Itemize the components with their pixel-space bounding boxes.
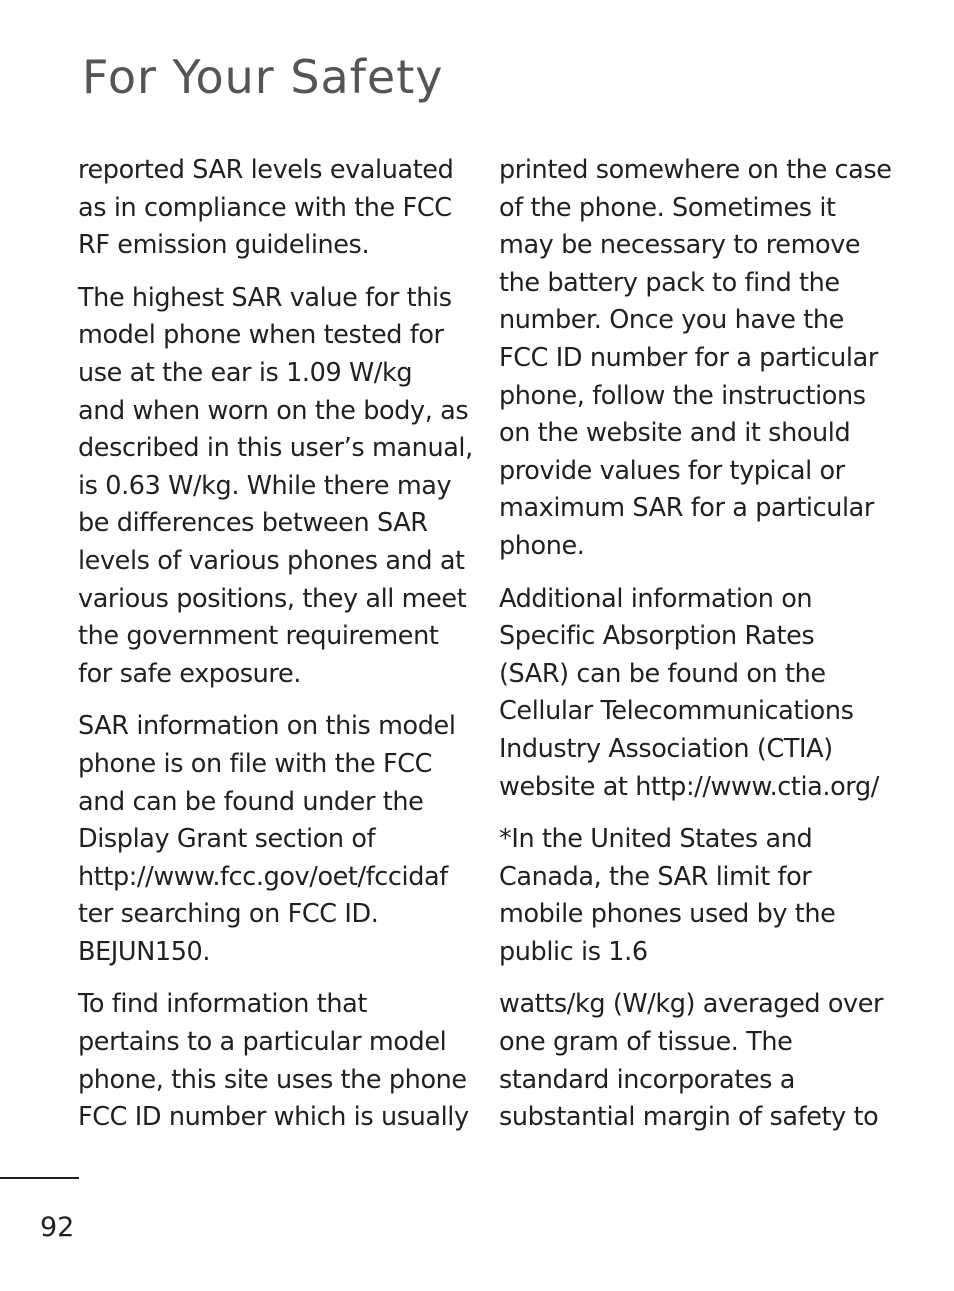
text-line: as in compliance with the FCC: [78, 192, 452, 223]
text-line: Additional information on: [499, 583, 813, 614]
text-line: substantial margin of safety to: [499, 1102, 879, 1133]
text-line: Cellular Telecommunications: [499, 696, 854, 727]
text-line: The highest SAR value for this: [78, 282, 452, 313]
text-line: described in this user’s manual,: [78, 433, 473, 464]
text-line: various positions, they all meet: [78, 583, 467, 614]
left-column: [78, 152, 473, 1152]
text-line: use at the ear is 1.09 W/kg: [78, 357, 413, 388]
text-line: model phone when tested for: [78, 320, 444, 351]
text-line: Canada, the SAR limit for: [499, 861, 812, 892]
text-line: SAR information on this model: [78, 711, 456, 742]
text-line: one gram of tissue. The: [499, 1027, 793, 1058]
right-column: [499, 152, 899, 1152]
text-line: printed somewhere on the case: [499, 155, 892, 185]
text-line: standard incorporates a: [499, 1064, 795, 1095]
text-line: phone, follow the instructions: [499, 380, 866, 411]
text-line: on the website and it should: [499, 418, 851, 449]
text-line: mobile phones used by the: [499, 899, 836, 930]
text-line: the battery pack to find the: [499, 267, 840, 298]
text-line: BEJUN150.: [78, 936, 211, 967]
text-line: phone is on file with the FCC: [78, 748, 433, 779]
text-line: To find information that: [78, 989, 367, 1020]
text-line: ter searching on FCC ID.: [78, 899, 379, 930]
text-line: reported SAR levels evaluated: [78, 155, 454, 185]
text-line: (SAR) can be found on the: [499, 658, 826, 689]
text-line: the government requirement: [78, 621, 439, 652]
paragraph: [499, 986, 899, 1136]
text-line: of the phone. Sometimes it: [499, 192, 836, 223]
page-title: For Your Safety: [82, 50, 444, 104]
paragraph: [499, 152, 899, 566]
paragraph: [499, 821, 899, 971]
text-line: phone.: [499, 530, 585, 561]
text-line: RF emission guidelines.: [78, 230, 370, 261]
text-line: provide values for typical or: [499, 455, 845, 486]
paragraph: [78, 986, 468, 1136]
text-line: and when worn on the body, as: [78, 395, 469, 426]
text-line: Display Grant section of: [78, 824, 376, 855]
text-line: *In the United States and: [499, 824, 813, 855]
text-line: FCC ID number which is usually: [78, 1102, 469, 1133]
text-line: watts/kg (W/kg) averaged over: [499, 989, 884, 1020]
text-line: levels of various phones and at: [78, 545, 465, 576]
text-line: Specific Absorption Rates: [499, 621, 815, 652]
text-line: be differences between SAR: [78, 508, 428, 539]
paragraph: [78, 152, 468, 265]
paragraph: [78, 708, 468, 971]
text-line: Industry Association (CTIA): [499, 733, 833, 764]
page-number: 92: [40, 1212, 75, 1243]
text-line: maximum SAR for a particular: [499, 493, 874, 524]
text-line: for safe exposure.: [78, 658, 301, 689]
paragraph: [499, 581, 899, 807]
ctia-url-text: website at http://www.ctia.org/: [499, 771, 879, 802]
fcc-url-text: http://www.fcc.gov/oet/fccidaf: [78, 861, 448, 892]
text-line: may be necessary to remove: [499, 230, 861, 261]
text-line: pertains to a particular model: [78, 1027, 447, 1058]
text-line: and can be found under the: [78, 786, 424, 817]
text-line: phone, this site uses the phone: [78, 1064, 467, 1095]
text-line: number. Once you have the: [499, 305, 844, 336]
text-line: FCC ID number for a particular: [499, 342, 878, 373]
footer-rule: [0, 1177, 79, 1179]
text-line: public is 1.6: [499, 936, 648, 967]
paragraph: [78, 280, 473, 694]
text-line: is 0.63 W/kg. While there may: [78, 470, 452, 501]
